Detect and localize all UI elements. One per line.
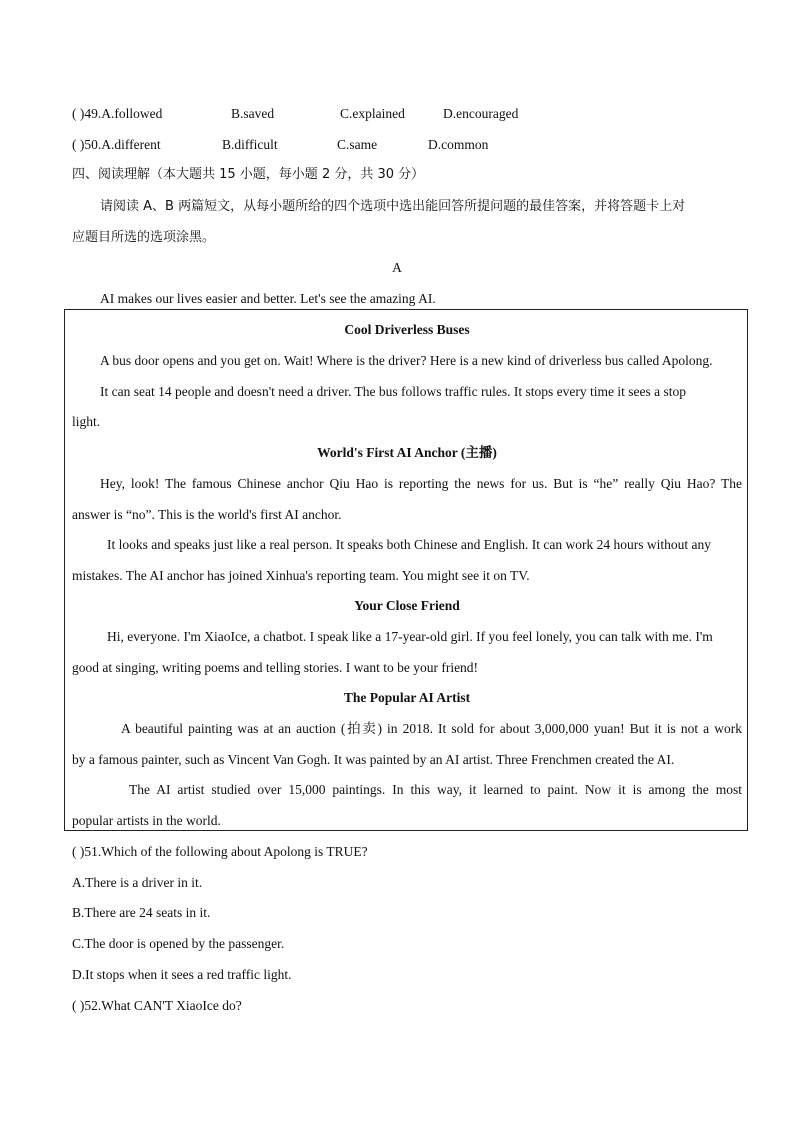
paragraph-3-line-1: It looks and speaks just like a real person. It speaks both Chinese and English. It can work 24 hours without any — [107, 537, 712, 552]
q51-option-c: C.The door is opened by the passenger. — [72, 936, 285, 951]
passage-intro: AI makes our lives easier and better. Let's see the amazing AI. — [100, 291, 436, 306]
title-ai-anchor: World's First AI Anchor (主播) — [317, 445, 497, 460]
q49-option-a: ( )49.A.followed — [72, 106, 163, 121]
title-driverless-buses: Cool Driverless Buses — [344, 322, 470, 337]
q50-option-d: D.common — [428, 137, 489, 152]
paragraph-5-line-2: by a famous painter, such as Vincent Van Gogh. It was painted by an AI artist. Three Frenchmen created the AI. — [72, 752, 675, 767]
q51-option-d: D.It stops when it sees a red traffic light. — [72, 967, 292, 982]
instruction-line-1: 请阅读 A、B 两篇短文，从每小题所给的四个选项中选出能回答所提问题的最佳答案，并将答题卡上对 — [100, 199, 686, 214]
paragraph-1-line-1: A bus door opens and you get on. Wait! Where is the driver? Here is a new kind of driverless bus called Apolong. — [100, 353, 713, 368]
paragraph-3-line-2: mistakes. The AI anchor has joined Xinhua's reporting team. You might see it on TV. — [72, 568, 530, 583]
paragraph-4-line-2: good at singing, writing poems and telling stories. I want to be your friend! — [72, 660, 479, 675]
q49-option-c: C.explained — [340, 106, 405, 121]
paragraph-6-line-2: popular artists in the world. — [72, 813, 221, 828]
paragraph-5-line-1: A beautiful painting was at an auction (拍卖) in 2018. It sold for about 3,000,000 yuan! But it is not a work — [121, 721, 742, 736]
paragraph-1-line-3: light. — [72, 414, 101, 429]
q50-option-a: ( )50.A.different — [72, 137, 161, 152]
q51-option-b: B.There are 24 seats in it. — [72, 905, 211, 920]
q51-stem: ( )51.Which of the following about Apolong is TRUE? — [72, 844, 368, 859]
q49-option-d: D.encouraged — [443, 106, 519, 121]
title-close-friend: Your Close Friend — [354, 598, 460, 613]
instruction-line-2: 应题目所选的选项涂黑。 — [72, 230, 216, 245]
q50-option-c: C.same — [337, 137, 378, 152]
title-ai-artist: The Popular AI Artist — [343, 690, 471, 705]
passage-box — [64, 309, 748, 831]
q52-stem: ( )52.What CAN'T XiaoIce do? — [72, 998, 242, 1013]
q51-option-a: A.There is a driver in it. — [72, 875, 203, 890]
paragraph-4-line-1: Hi, everyone. I'm XiaoIce, a chatbot. I speak like a 17-year-old girl. If you feel lonely, you can talk with me. I'm — [107, 629, 713, 644]
q49-option-b: B.saved — [231, 106, 275, 121]
section-heading: 四、阅读理解（本大题共 15 小题，每小题 2 分，共 30 分） — [72, 167, 425, 182]
passage-label: A — [392, 260, 402, 275]
paragraph-6-line-1: The AI artist studied over 15,000 paintings. In this way, it learned to paint. Now it is among the most — [129, 782, 742, 797]
q50-option-b: B.difficult — [222, 137, 278, 152]
paragraph-1-line-2: It can seat 14 people and doesn't need a driver. The bus follows traffic rules. It stops every time it sees a stop — [100, 384, 687, 399]
paragraph-2-line-2: answer is “no”. This is the world's first AI anchor. — [72, 507, 342, 522]
paragraph-2-line-1: Hey, look! The famous Chinese anchor Qiu Hao is reporting the news for us. But is “he” really Qiu Hao? The — [100, 476, 742, 491]
